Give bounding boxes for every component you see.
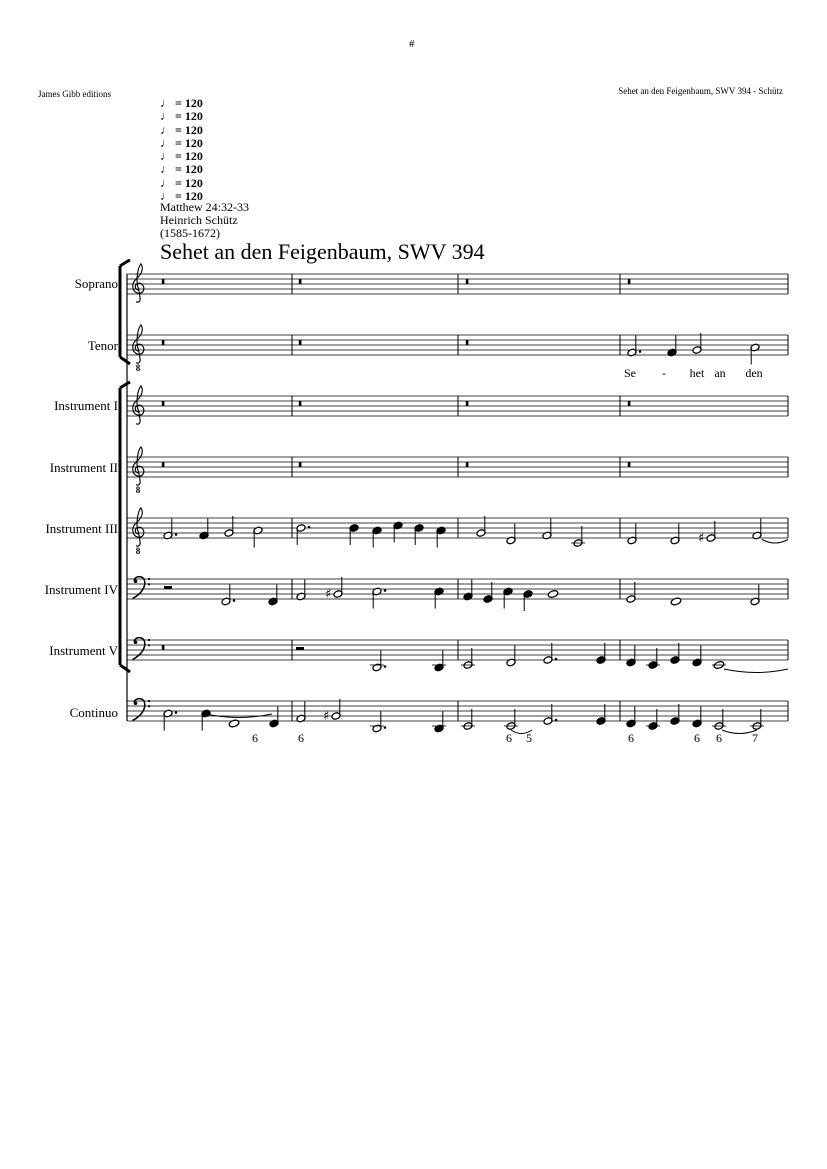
breve-rest (466, 340, 469, 345)
breve-rest (299, 401, 302, 406)
breve-rest (466, 462, 469, 467)
instrument-bracket (120, 382, 130, 672)
breve-rest (162, 462, 165, 467)
breve-rest (299, 462, 302, 467)
note-head (228, 719, 239, 728)
sharp-icon: ♯ (323, 709, 330, 724)
dot (555, 719, 558, 722)
treble-clef-glyph (133, 264, 144, 302)
staff-label-instrument-v: Instrument V (49, 643, 118, 658)
sharp-icon: ♯ (325, 587, 332, 602)
staff-label-tenor: Tenor (87, 338, 118, 353)
dot (233, 599, 236, 602)
staff-label-continuo: Continuo (69, 705, 118, 720)
breve-rest (162, 340, 165, 345)
bass-clef-icon (133, 638, 151, 660)
lyric-hyphen: - (662, 366, 666, 380)
tempo-mark: ♩ = 120 (160, 162, 203, 177)
figured-bass-figure: 6 (716, 731, 722, 745)
vocal-bracket (120, 260, 130, 364)
tempo-mark: ♩ = 120 (160, 149, 203, 164)
half-rest (164, 586, 172, 589)
staff-label-instrument-ii: Instrument II (49, 460, 118, 475)
dot (175, 533, 178, 536)
breve-rest (162, 401, 165, 406)
treble-clef-icon (133, 264, 144, 302)
bass-clef-icon (133, 699, 151, 721)
tempo-mark: ♩ = 120 (160, 135, 203, 150)
figured-bass-figure: 6 (506, 731, 512, 745)
figured-bass-figure: 6 (694, 731, 700, 745)
scripture-reference: Matthew 24:32-33 (160, 200, 249, 214)
lyric-syllable: an (714, 366, 726, 380)
page-number: # (409, 38, 415, 50)
piece-title: Sehet an den Feigenbaum, SWV 394 (160, 239, 485, 264)
breve-rest (299, 340, 302, 345)
staff-label-soprano: Soprano (74, 276, 118, 291)
staves (127, 264, 788, 721)
figured-bass-figure: 7 (752, 731, 758, 745)
publisher-credit: James Gibb editions (38, 89, 111, 99)
bass-clef-glyph (133, 638, 151, 660)
treble-clef-glyph (133, 325, 144, 363)
treble-clef-icon (133, 508, 144, 546)
breve-rest (162, 645, 165, 650)
breve-rest (299, 279, 302, 284)
breve-rest (628, 462, 631, 467)
treble-clef-glyph (133, 508, 144, 546)
dot (384, 665, 387, 668)
figured-bass-figure: 5 (526, 731, 532, 745)
tie (762, 540, 788, 544)
lyric-syllable: Se (624, 366, 636, 380)
figured-bass-figure: 6 (298, 731, 304, 745)
dot (639, 350, 642, 353)
lyric-syllable: den (745, 366, 763, 380)
breve-rest (162, 279, 165, 284)
dot (384, 726, 387, 729)
bass-clef-glyph (133, 577, 151, 599)
dot (555, 658, 558, 661)
breve-rest (466, 279, 469, 284)
dot (384, 589, 387, 592)
tempo-mark: ♩ = 120 (160, 175, 203, 190)
bass-clef-glyph (133, 699, 151, 721)
composer-dates: (1585-1672) (160, 226, 220, 240)
breve-rest (628, 279, 631, 284)
tempo-mark: ♩ = 120 (160, 122, 203, 137)
dot (308, 526, 311, 529)
figured-bass-figure: 6 (252, 731, 258, 745)
note-head (670, 597, 681, 606)
staff-label-instrument-iv: Instrument IV (44, 582, 118, 597)
lyric-syllable: het (689, 366, 705, 380)
octave-mark: 8 (135, 546, 141, 556)
note-head (547, 589, 558, 598)
treble-clef-glyph (133, 447, 144, 485)
octave-mark: 8 (135, 363, 141, 373)
running-title: Sehet an den Feigenbaum, SWV 394 - Schütz (618, 86, 783, 96)
notes (162, 279, 788, 734)
tempo-mark: ♩ = 120 (160, 96, 203, 110)
tie (724, 669, 788, 673)
treble-clef-icon (133, 325, 144, 363)
dot (175, 711, 178, 714)
staff-label-instrument-iii: Instrument III (45, 521, 118, 536)
breve-rest (628, 401, 631, 406)
figured-bass-figure: 6 (628, 731, 634, 745)
composer-name: Heinrich Schütz (160, 213, 238, 227)
treble-clef-glyph (133, 386, 144, 424)
treble-clef-icon (133, 447, 144, 485)
bass-clef-icon (133, 577, 151, 599)
tempo-mark: ♩ = 120 (160, 189, 203, 204)
sharp-icon: ♯ (698, 531, 705, 546)
treble-clef-icon (133, 386, 144, 424)
octave-mark: 8 (135, 485, 141, 495)
half-rest (296, 647, 304, 650)
tempo-mark: ♩ = 120 (160, 109, 203, 124)
staff-label-instrument-i: Instrument I (54, 398, 118, 413)
breve-rest (466, 401, 469, 406)
